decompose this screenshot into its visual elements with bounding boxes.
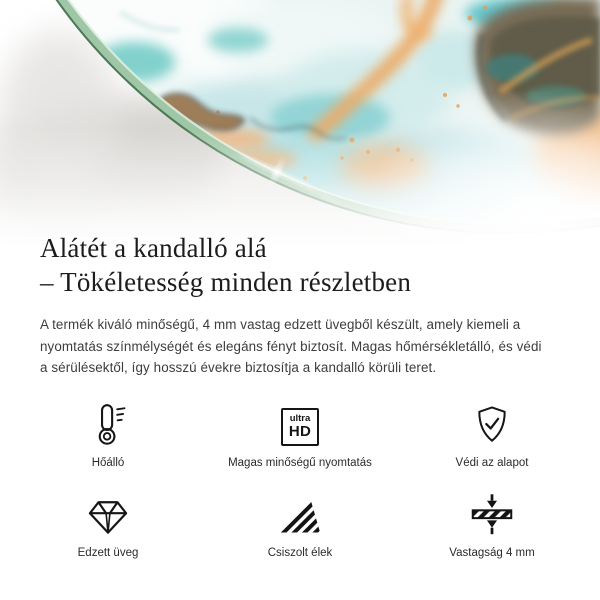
thickness-icon — [470, 488, 514, 536]
feature-grid — [12, 398, 588, 560]
polished-edges-icon — [277, 488, 323, 536]
product-photo — [0, 0, 600, 248]
feature-label: Magas minőségű nyomtatás — [228, 457, 372, 469]
product-description: A termék kiváló minőségű, 4 mm vastag edzett üvegből készült, amely kiemeli a nyomtatás színmélységét és elegáns fényt biztosít. Magas hőmérsékletálló, és védi a sérülésektől, így hosszú évekre biztosítja a kandalló körüli teret. — [40, 317, 542, 375]
feature-heat-resistant — [12, 398, 204, 470]
ultra-hd-icon — [281, 398, 319, 446]
thermometer-icon — [88, 398, 128, 446]
feature-label: Edzett üveg — [77, 547, 139, 559]
feature-thickness — [396, 488, 588, 560]
feature-print-quality — [204, 398, 396, 470]
page-title — [40, 231, 411, 299]
ultra-hd-icon-text-top: ultra — [289, 413, 311, 424]
diamond-icon — [85, 488, 131, 536]
feature-label: Védi az alapot — [455, 457, 529, 469]
feature-label: Vastagság 4 mm — [449, 547, 535, 559]
feature-protects-base — [396, 398, 588, 470]
ultra-hd-icon-text-bottom: HD — [288, 423, 312, 440]
page-title-line1: Alátét a kandalló alá — [40, 233, 267, 263]
feature-label: Csiszolt élek — [267, 547, 333, 559]
feature-polished-edges — [204, 488, 396, 560]
page-title-line2: – Tökéletesség minden részletben — [40, 267, 412, 297]
feature-tempered-glass — [12, 488, 204, 560]
shield-check-icon — [471, 398, 513, 446]
feature-label: Hőálló — [91, 457, 125, 469]
